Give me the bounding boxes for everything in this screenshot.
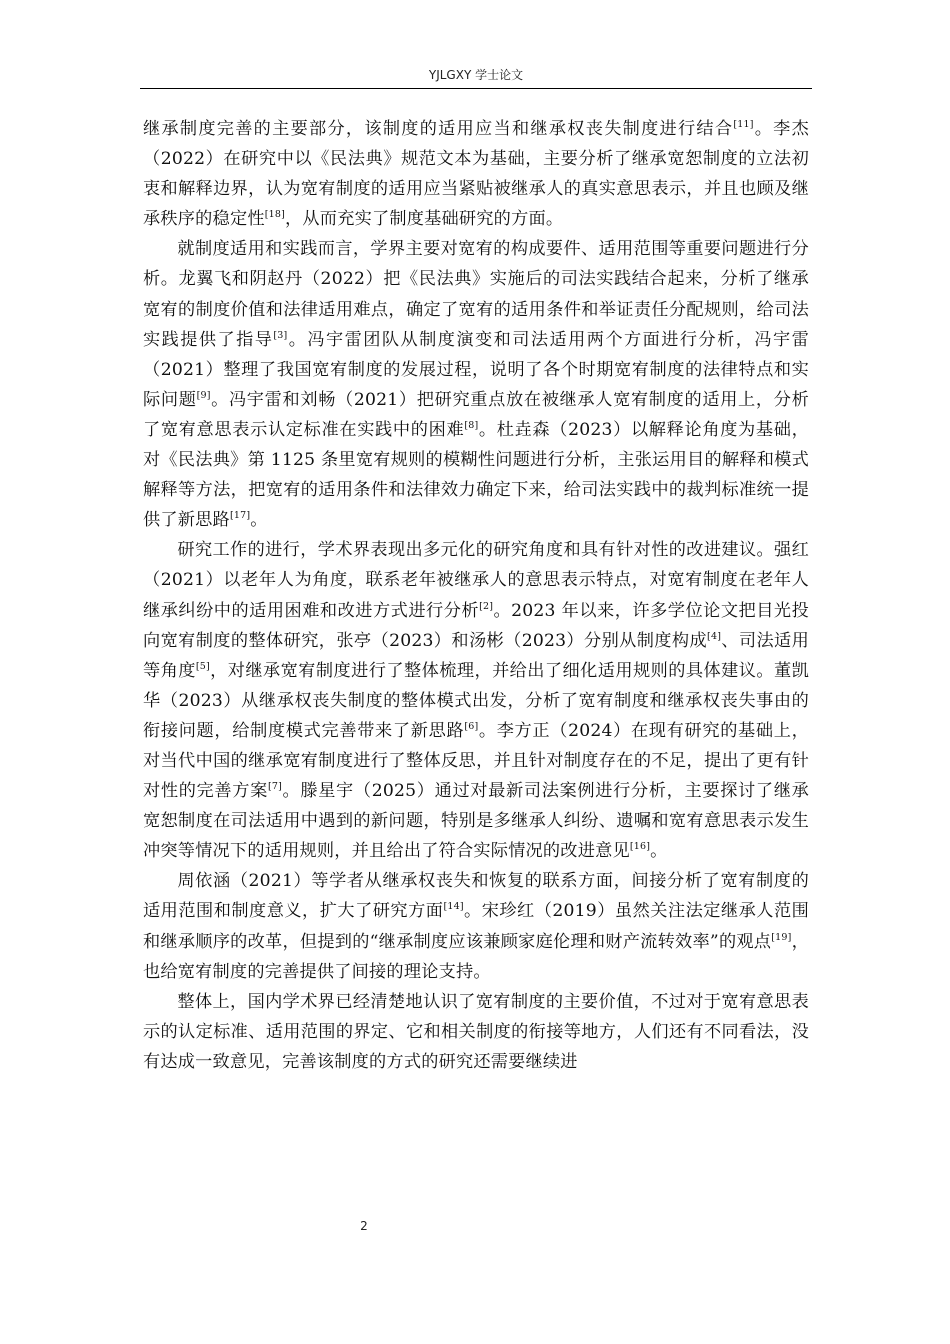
paragraph xyxy=(143,114,809,234)
text-run: 。宋珍红（2019）虽然关注法定继承人范围和继承顺序的改革，但提到的“继承制度应该兼顾家庭伦理和财产流转效率”的观点 xyxy=(143,901,809,952)
citation-superscript: [3] xyxy=(273,329,288,341)
text-run: 、司法适用等角度 xyxy=(143,630,809,681)
citation-superscript: [16] xyxy=(629,841,651,853)
text-run: ，对继承宽宥制度进行了整体梳理，并给出了细化适用规则的具体建议。董凯华（2023）从继承权丧失制度的整体模式出发，分析了宽宥制度和继承权丧失事由的衔接问题，给制度模式完善带来了新思路 xyxy=(143,660,809,741)
text-run: 。冯宇雷和刘畅（2021）把研究重点放在被继承人宽宥制度的适用上，分析了宽宥意思表示认定标准在实践中的困难 xyxy=(143,389,809,440)
text-run: 继承制度完善的主要部分，该制度的适用应当和继承权丧失制度进行结合 xyxy=(143,119,734,139)
paragraph xyxy=(143,535,809,866)
page-number: 2 xyxy=(360,1219,368,1233)
text-run: 。 xyxy=(250,510,268,531)
citation-superscript: [18] xyxy=(264,209,286,221)
text-run: 。冯宇雷团队从制度演变和司法适用两个方面进行分析，冯宇雷（2021）整理了我国宽宥制度的发展过程，说明了各个时期宽宥制度的法律特点和实际问题 xyxy=(143,329,809,410)
text-run: 。李方正（2024）在现有研究的基础上，对当代中国的继承宽宥制度进行了整体反思，并且针对制度存在的不足，提出了更有针对性的完善方案 xyxy=(143,720,809,802)
citation-superscript: [5] xyxy=(195,660,210,672)
citation-superscript: [8] xyxy=(464,419,479,431)
citation-superscript: [14] xyxy=(443,901,464,913)
text-run: ，也给宽宥制度的完善提供了间接的理论支持。 xyxy=(143,931,809,982)
text-run: 就制度适用和实践而言，学界主要对宽宥的构成要件、适用范围等重要问题进行分析。龙翼飞和阴赵丹（2022）把《民法典》实施后的司法实践结合起来，分析了继承宽宥的制度价值和法律适用难点，确定了宽宥的适用条件和举证责任分配规则，给司法实践提供了指导 xyxy=(143,239,809,350)
text-run: ，从而充实了制度基础研究的方面。 xyxy=(285,209,564,230)
running-header: YJLGXY 学士论文 xyxy=(428,68,524,82)
citation-superscript: [19] xyxy=(771,931,792,943)
body-text xyxy=(143,114,809,1077)
header-divider xyxy=(140,88,812,89)
text-run: 。杜垚森（2023）以解释论角度为基础，对《民法典》第 1125 条里宽宥规则的模糊性问题进行分析，主张运用目的解释和模式解释等方法，把宽宥的适用条件和法律效力确定下来，给司法实践中的裁判标准统一提供了新思路 xyxy=(143,419,809,531)
paragraph xyxy=(143,866,809,986)
text-run: 周依涵（2021）等学者从继承权丧失和恢复的联系方面，间接分析了宽宥制度的适用范围和制度意义，扩大了研究方面 xyxy=(143,871,809,922)
citation-superscript: [4] xyxy=(707,630,722,642)
text-run: 。滕星宇（2025）通过对最新司法案例进行分析，主要探讨了继承宽恕制度在司法适用中遇到的新问题，特别是多继承人纠纷、遗嘱和宽宥意思表示发生冲突等情况下的适用规则，并且给出了符合实际情况的改进意见 xyxy=(143,781,809,862)
paragraph xyxy=(143,234,809,535)
text-run: 。李杰（2022）在研究中以《民法典》规范文本为基础，主要分析了继承宽恕制度的立法初衷和解释边界，认为宽宥制度的适用应当紧贴被继承人的真实意思表示，并且也顾及继承秩序的稳定性 xyxy=(143,119,810,230)
text-run: 整体上，国内学术界已经清楚地认识了宽宥制度的主要价值，不过对于宽宥意思表示的认定标准、适用范围的界定、它和相关制度的衔接等地方，人们还有不同看法，没有达成一致意见，完善该制度的方式的研究还需要继续进 xyxy=(143,991,809,1072)
text-run: 。 xyxy=(650,841,668,862)
citation-superscript: [2] xyxy=(479,600,494,612)
paragraph xyxy=(143,987,809,1077)
citation-superscript: [6] xyxy=(464,720,479,732)
citation-superscript: [7] xyxy=(267,781,283,793)
citation-superscript: [11] xyxy=(733,119,754,130)
text-run: 。2023 年以来，许多学位论文把目光投向宽宥制度的整体研究，张亭（2023）和汤彬（2023）分别从制度构成 xyxy=(143,600,809,651)
citation-superscript: [9] xyxy=(196,389,211,401)
citation-superscript: [17] xyxy=(229,510,251,522)
text-run: 研究工作的进行，学术界表现出多元化的研究角度和具有针对性的改进建议。强红（2021）以老年人为角度，联系老年被继承人的意思表示特点，对宽宥制度在老年人继承纠纷中的适用困难和改进方式进行分析 xyxy=(143,540,809,621)
